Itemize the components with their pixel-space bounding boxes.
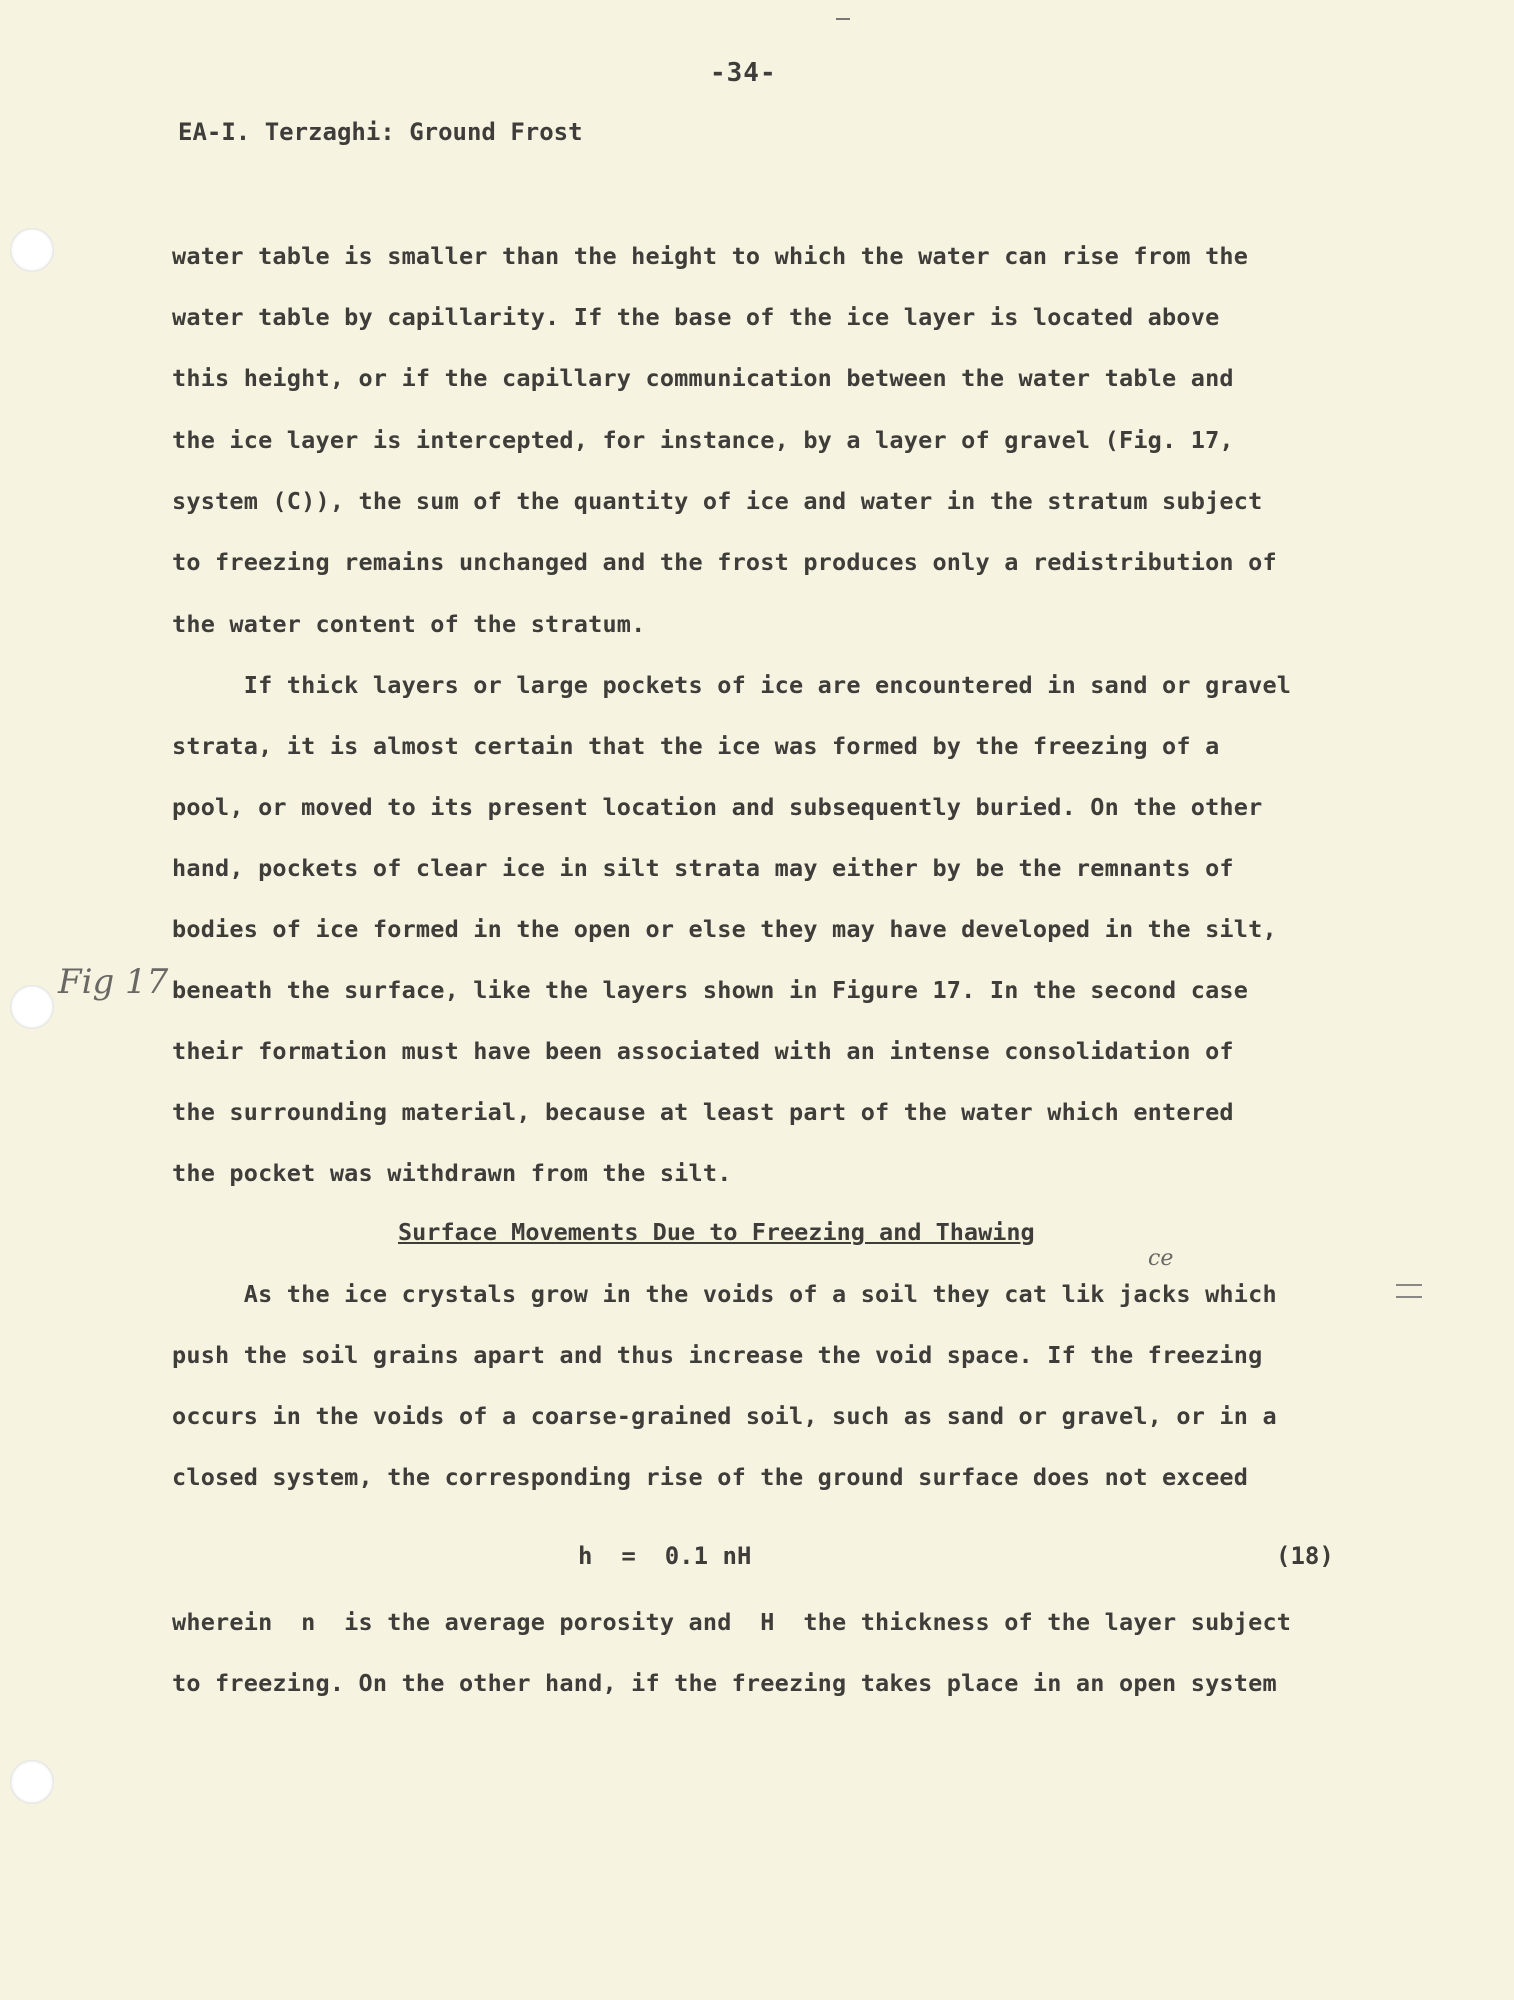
body-line: wherein n is the average porosity and H the thickness of the layer subject: [172, 1608, 1292, 1636]
margin-annotation: Fig 17: [58, 962, 169, 1002]
running-header: EA-I. Terzaghi: Ground Frost: [178, 118, 583, 146]
section-heading: Surface Movements Due to Freezing and Thawing: [398, 1218, 1035, 1246]
body-line: the surrounding material, because at least part of the water which entered: [172, 1098, 1234, 1126]
body-line: pool, or moved to its present location and subsequently buried. On the other: [172, 793, 1263, 821]
body-line: bodies of ice formed in the open or else they may have developed in the silt,: [172, 915, 1277, 943]
body-line: the water content of the stratum.: [172, 610, 646, 638]
body-line: water table is smaller than the height to which the water can rise from the: [172, 242, 1249, 270]
equation: h = 0.1 nH: [578, 1542, 752, 1570]
body-line: strata, it is almost certain that the ice was formed by the freezing of a: [172, 732, 1220, 760]
margin-mark: [1396, 1296, 1422, 1298]
body-line: this height, or if the capillary communication between the water table and: [172, 364, 1234, 392]
top-mark: [836, 18, 850, 20]
punch-hole-middle: [10, 985, 54, 1029]
body-line: to freezing remains unchanged and the frost produces only a redistribution of: [172, 548, 1277, 576]
body-line: If thick layers or large pockets of ice are encountered in sand or gravel: [172, 671, 1292, 699]
insertion-annotation: ce: [1148, 1246, 1174, 1271]
punch-hole-top: [10, 228, 54, 272]
body-line: As the ice crystals grow in the voids of a soil they cat lik jacks which: [172, 1280, 1277, 1308]
page-number: -34-: [710, 58, 777, 88]
body-line: beneath the surface, like the layers shown in Figure 17. In the second case: [172, 976, 1249, 1004]
punch-hole-bottom: [10, 1760, 54, 1804]
body-line: occurs in the voids of a coarse-grained soil, such as sand or gravel, or in a: [172, 1402, 1277, 1430]
body-line: hand, pockets of clear ice in silt strata may either by be the remnants of: [172, 854, 1234, 882]
margin-mark: [1396, 1284, 1422, 1286]
body-line: the pocket was withdrawn from the silt.: [172, 1159, 732, 1187]
body-line: the ice layer is intercepted, for instance, by a layer of gravel (Fig. 17,: [172, 426, 1234, 454]
body-line: water table by capillarity. If the base of the ice layer is located above: [172, 303, 1220, 331]
body-line: push the soil grains apart and thus increase the void space. If the freezing: [172, 1341, 1263, 1369]
body-line: system (C)), the sum of the quantity of ice and water in the stratum subject: [172, 487, 1263, 515]
body-line: to freezing. On the other hand, if the freezing takes place in an open system: [172, 1669, 1277, 1697]
body-line: their formation must have been associated with an intense consolidation of: [172, 1037, 1234, 1065]
body-line: closed system, the corresponding rise of the ground surface does not exceed: [172, 1463, 1249, 1491]
equation-number: (18): [1276, 1542, 1334, 1570]
